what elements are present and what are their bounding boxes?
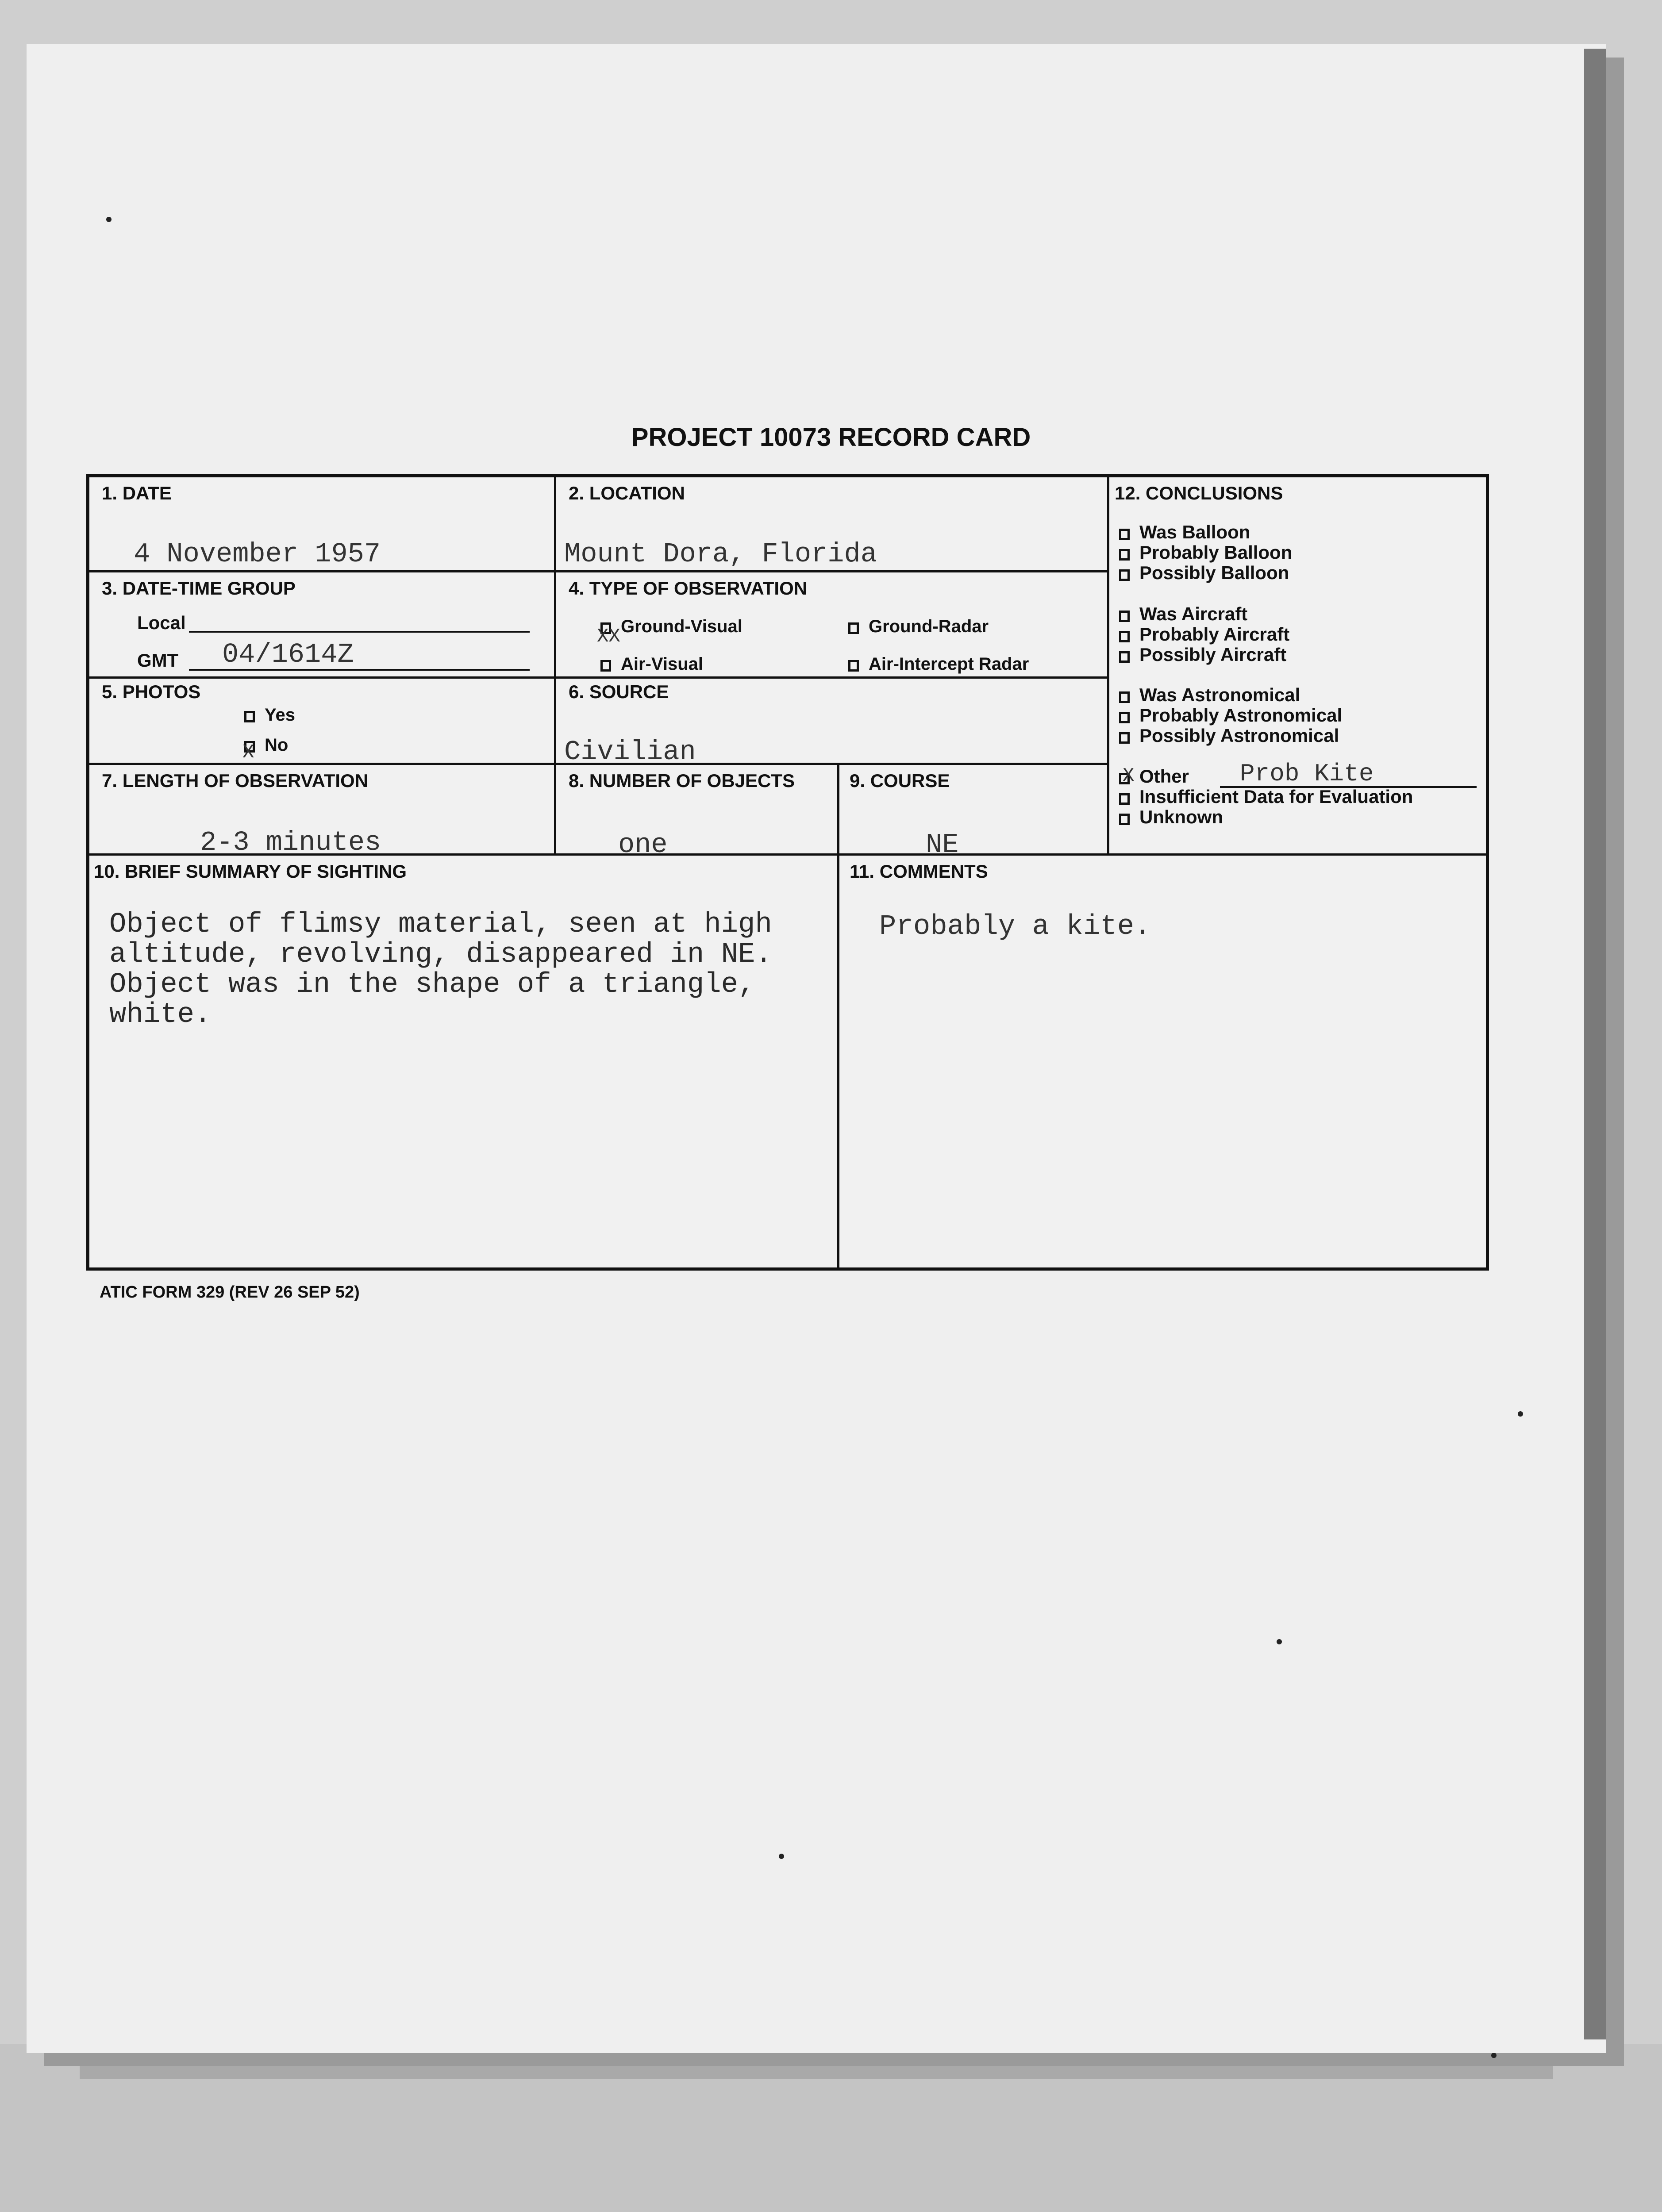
- conclusion-was-aircraft: Was Aircraft: [1119, 603, 1247, 625]
- conclusion-probably-aircraft: Probably Aircraft: [1119, 624, 1289, 645]
- dust-speck: [1491, 2053, 1497, 2058]
- dust-speck: [1277, 1639, 1282, 1644]
- checkbox-icon: [1119, 611, 1130, 622]
- location-value: Mount Dora, Florida: [564, 538, 877, 570]
- source-value: Civilian: [564, 736, 696, 768]
- gmt-line: [189, 669, 530, 671]
- conclusion-was-balloon: Was Balloon: [1119, 522, 1250, 543]
- form-number: ATIC FORM 329 (REV 26 SEP 52): [100, 1283, 360, 1302]
- source-label: 6. SOURCE: [569, 681, 669, 702]
- summary-label: 10. BRIEF SUMMARY OF SIGHTING: [94, 861, 407, 882]
- option-ground-radar: Ground-Radar: [848, 617, 989, 637]
- course-cell: [837, 763, 1109, 860]
- photos-cell: [89, 676, 556, 765]
- conclusion-unknown: Unknown: [1119, 806, 1223, 828]
- course-label: 9. COURSE: [850, 770, 950, 791]
- card-title: PROJECT 10073 RECORD CARD: [631, 423, 1031, 452]
- location-label: 2. LOCATION: [569, 483, 685, 503]
- conclusions-label: 12. CONCLUSIONS: [1115, 483, 1283, 503]
- local-label: Local: [137, 612, 186, 633]
- num-objects-value: one: [618, 829, 668, 860]
- checkbox-icon: [1119, 712, 1130, 723]
- source-cell: [556, 676, 1109, 768]
- dust-speck: [106, 217, 112, 222]
- conclusion-possibly-balloon: Possibly Balloon: [1119, 562, 1289, 584]
- observation-type-cell: [556, 570, 1109, 679]
- conclusions-cell: [1109, 477, 1486, 856]
- checkbox-icon: [1119, 814, 1130, 825]
- comments-cell: [837, 853, 1486, 1267]
- date-label: 1. DATE: [102, 483, 172, 503]
- checkbox-icon: [600, 660, 611, 672]
- date-cell: [89, 477, 556, 572]
- gmt-label: GMT: [137, 650, 179, 671]
- checkbox-icon: [1119, 631, 1130, 642]
- checkbox-icon: [1119, 549, 1130, 561]
- checkbox-icon: [1119, 529, 1130, 540]
- checked-mark: X: [1123, 765, 1135, 787]
- date-value: 4 November 1957: [134, 538, 381, 570]
- comments-label: 11. COMMENTS: [850, 861, 988, 882]
- checked-mark: XX: [597, 626, 620, 648]
- checkbox-icon: [1119, 651, 1130, 663]
- conclusion-other-value: Prob Kite: [1240, 760, 1374, 788]
- num-objects-cell: [556, 763, 839, 860]
- conclusion-was-astronomical: Was Astronomical: [1119, 684, 1300, 706]
- length-value: 2-3 minutes: [200, 827, 381, 858]
- record-card: [86, 474, 1489, 1271]
- length-label: 7. LENGTH OF OBSERVATION: [102, 770, 369, 791]
- conclusion-probably-astronomical: Probably Astronomical: [1119, 705, 1342, 726]
- course-value: NE: [926, 829, 959, 860]
- summary-line: white.: [109, 999, 212, 1031]
- sheet-edge: [1584, 49, 1606, 2039]
- summary-cell: [89, 853, 839, 1267]
- summary-line: Object of flimsy material, seen at high: [109, 909, 772, 941]
- gmt-value: 04/1614Z: [222, 639, 354, 670]
- length-cell: [89, 763, 556, 856]
- dust-speck: [779, 1854, 784, 1859]
- date-time-group-cell: [89, 570, 556, 679]
- option-air-visual: Air-Visual: [600, 654, 703, 674]
- conclusion-insufficient-data: Insufficient Data for Evaluation: [1119, 786, 1413, 807]
- conclusion-possibly-aircraft: Possibly Aircraft: [1119, 644, 1286, 665]
- checkbox-icon: [848, 622, 859, 634]
- num-objects-label: 8. NUMBER OF OBJECTS: [569, 770, 795, 791]
- option-ground-visual: Ground-Visual: [600, 617, 743, 637]
- checkbox-icon: [1119, 691, 1130, 703]
- local-line: [189, 631, 530, 633]
- photos-label: 5. PHOTOS: [102, 681, 201, 702]
- checkbox-icon: [1119, 569, 1130, 581]
- checkbox-icon: [1119, 793, 1130, 805]
- checkbox-icon: [848, 660, 859, 672]
- checkbox-icon: [1119, 732, 1130, 744]
- date-time-group-label: 3. DATE-TIME GROUP: [102, 578, 296, 599]
- conclusion-probably-balloon: Probably Balloon: [1119, 542, 1292, 563]
- option-air-intercept-radar: Air-Intercept Radar: [848, 654, 1029, 674]
- checked-mark: X: [242, 741, 254, 764]
- dust-speck: [1518, 1411, 1523, 1417]
- summary-line: altitude, revolving, disappeared in NE.: [109, 939, 772, 971]
- location-cell: [556, 477, 1109, 572]
- conclusion-other: Other: [1119, 766, 1189, 787]
- conclusion-possibly-astronomical: Possibly Astronomical: [1119, 725, 1339, 746]
- checkbox-icon: [244, 711, 255, 722]
- observation-type-label: 4. TYPE OF OBSERVATION: [569, 578, 808, 599]
- backdrop-strip: [80, 2053, 1553, 2079]
- photos-yes: Yes: [244, 705, 295, 725]
- comments-value: Probably a kite.: [879, 911, 1151, 943]
- photos-no: No: [244, 735, 288, 755]
- summary-line: Object was in the shape of a triangle,: [109, 969, 755, 1001]
